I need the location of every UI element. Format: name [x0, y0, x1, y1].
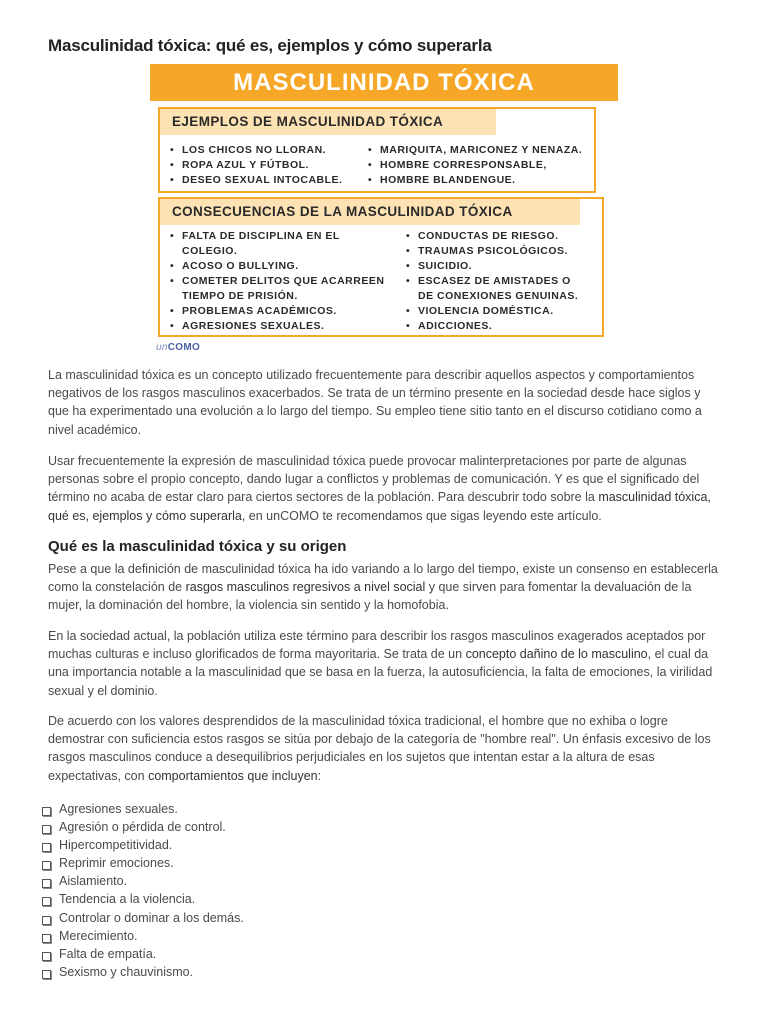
- page-title: Masculinidad tóxica: qué es, ejemplos y cómo superarla: [48, 36, 492, 55]
- highlight-link[interactable]: comportamientos que incluyen: [148, 768, 318, 783]
- section-title: Qué es la masculinidad tóxica y su origen: [48, 538, 347, 555]
- highlight-link[interactable]: rasgos masculinos regresivos a nivel social: [185, 580, 426, 595]
- checkbox-icon: [42, 916, 51, 925]
- consequences-box: [158, 197, 604, 337]
- list-item-line: • AGRESIONES SEXUALES.: [182, 320, 325, 332]
- list-item: [404, 319, 578, 334]
- checkbox-icon: [42, 825, 51, 834]
- consequences-left-list: [168, 229, 384, 334]
- list-item-text: Falta de empatía.: [59, 946, 157, 961]
- list-item-text: Reprimir emociones.: [59, 856, 174, 871]
- checkbox-icon: [42, 934, 51, 943]
- highlight-link[interactable]: masculinidad tóxica, qué es, ejemplos y cómo superarla: [48, 490, 711, 523]
- list-item: [42, 854, 244, 872]
- list-item: • HOMBRE CORRESPONSABLE,: [366, 158, 582, 173]
- list-item-line: COLEGIO.: [182, 245, 238, 257]
- checkbox-icon: [42, 897, 51, 906]
- list-item: [42, 890, 244, 908]
- list-item: [168, 304, 384, 319]
- brand-logo-como: COMO: [167, 342, 201, 353]
- list-item: [42, 927, 244, 945]
- list-item-line: • ACOSO O BULLYING.: [182, 260, 299, 272]
- examples-box: [158, 107, 596, 193]
- list-item-line: DE CONEXIONES GENUINAS.: [418, 290, 579, 302]
- list-item: [42, 818, 244, 836]
- text-span: En la sociedad actual, la población utiliza este término para describir los rasgos masculinos exagerados aceptados por muchas culturas e incluso glorificados de forma mayoritaria. Se trata de un: [48, 629, 706, 662]
- list-item-line: • CONDUCTAS DE RIESGO.: [418, 230, 559, 242]
- brand-logo-un: un: [156, 342, 168, 353]
- text-span: y que sirven para fomentar la devaluación de la mujer, la dominación del hombre, la violencia sin sentido y la homofobia.: [48, 580, 692, 613]
- list-item: [42, 963, 244, 981]
- list-item-line: • FALTA DE DISCIPLINA EN EL: [182, 230, 340, 242]
- list-item: [404, 244, 578, 259]
- checkbox-icon: [42, 952, 51, 961]
- list-item: [42, 909, 244, 927]
- list-item-line: • VIOLENCIA DOMÉSTICA.: [418, 305, 554, 317]
- text-span: , el cual da una importancia notable a la masculinidad que se basa en la fuerza, la autosuficiencia, la falta de emociones, la virilidad sexual y el dominio.: [48, 647, 713, 698]
- examples-right-list: [366, 143, 582, 188]
- text-span: , en unCOMO te recomendamos que sigas leyendo este artículo.: [241, 508, 602, 523]
- list-item-text: HOMBRE BLANDENGUE.: [380, 174, 516, 186]
- list-item: • MARIQUITA, MARICONEZ Y NENAZA.: [366, 143, 582, 158]
- list-item: [404, 274, 578, 304]
- list-item-line: TIEMPO DE PRISIÓN.: [182, 290, 298, 302]
- text-span: De acuerdo con los valores desprendidos de la masculinidad tóxica tradicional, el hombre que no exhiba o logre demostrar con suficiencia estos rasgos se sitúa por debajo de la categoría de "hombre real". Un énfasis excesivo de los rasgos masculinos conduce a desequilibrios perjudiciales en los sujetos que intentan estar a la altura de esas expectativas, con: [48, 714, 711, 783]
- list-item: [168, 274, 384, 304]
- highlight-link[interactable]: concepto dañino de lo masculino: [465, 647, 648, 662]
- list-item: • LOS CHICOS NO LLORAN.: [168, 143, 342, 158]
- list-item-line: • PROBLEMAS ACADÉMICOS.: [182, 305, 337, 317]
- examples-title: EJEMPLOS DE MASCULINIDAD TÓXICA: [160, 109, 496, 135]
- infographic: [150, 64, 618, 358]
- list-item-line: • ADICCIONES.: [418, 320, 493, 332]
- list-item: [42, 800, 244, 818]
- text-span: Usar frecuentemente la expresión de masculinidad tóxica puede provocar malinterpretaciones por parte de algunas personas sobre el propio concepto, dando lugar a conflictos y problemas de comunicación. Y es que el significado del término no acaba de estar claro para ciertos sectores de la población. Para descubrir todo sobre la: [48, 454, 700, 505]
- text-span: Pese a que la definición de masculinidad tóxica ha ido variando a lo largo del tiempo, existe un consenso en establecerla como la constelación de: [48, 562, 718, 595]
- checkbox-icon: [42, 879, 51, 888]
- section-paragraph-3: [48, 712, 722, 785]
- consequences-title: CONSECUENCIAS DE LA MASCULINIDAD TÓXICA: [160, 199, 580, 225]
- list-item: [404, 304, 578, 319]
- brand-logo: [156, 342, 200, 353]
- list-item: [168, 229, 384, 259]
- intro-paragraph-2: [48, 452, 722, 525]
- list-item-line: • TRAUMAS PSICOLÓGICOS.: [418, 245, 568, 257]
- list-item-text: Merecimiento.: [59, 928, 138, 943]
- list-item-text: Hipercompetitividad.: [59, 838, 173, 853]
- list-item-text: Controlar o dominar a los demás.: [59, 910, 244, 925]
- list-item: • DESEO SEXUAL INTOCABLE.: [168, 173, 342, 188]
- list-item: • ROPA AZUL Y FÚTBOL.: [168, 158, 342, 173]
- section-paragraph-2: [48, 627, 722, 700]
- checkbox-icon: [42, 861, 51, 870]
- list-item: [42, 945, 244, 963]
- list-item: [366, 173, 582, 188]
- checkbox-icon: [42, 970, 51, 979]
- behaviors-list: [42, 800, 244, 981]
- list-item-text: Agresiones sexuales.: [59, 802, 178, 816]
- list-item: [168, 259, 384, 274]
- checkbox-icon: [42, 807, 51, 816]
- list-item-text: Agresión o pérdida de control.: [59, 820, 226, 835]
- infographic-header: MASCULINIDAD TÓXICA: [150, 64, 618, 101]
- intro-paragraph-1: La masculinidad tóxica es un concepto utilizado frecuentemente para describir aquellos aspectos y comportamientos negativos de los rasgos masculinos exacerbados. Se trata de un término presente en la sociedad desde hace siglos y que ha experimentado una evolución a lo largo del tiempo. Su empleo tiene sitio tanto en el discurso cotidiano como a nivel académico.: [48, 368, 702, 437]
- list-item-text: Tendencia a la violencia.: [59, 892, 196, 907]
- section-paragraph-1: [48, 560, 722, 615]
- list-item: [404, 259, 578, 274]
- list-item-text: Sexismo y chauvinismo.: [59, 964, 194, 979]
- list-item: [404, 229, 578, 244]
- list-item-line: • ESCASEZ DE AMISTADES O: [418, 275, 571, 287]
- list-item-line: • SUICIDIO.: [418, 260, 473, 272]
- checkbox-icon: [42, 843, 51, 852]
- list-item: [168, 319, 384, 334]
- examples-left-list: [168, 143, 342, 188]
- consequences-right-list: [404, 229, 578, 334]
- text-span: :: [317, 768, 322, 783]
- list-item-line: • COMETER DELITOS QUE ACARREEN: [182, 275, 385, 287]
- list-item: [42, 836, 244, 854]
- list-item: [42, 872, 244, 890]
- list-item-text: Aislamiento.: [59, 874, 128, 889]
